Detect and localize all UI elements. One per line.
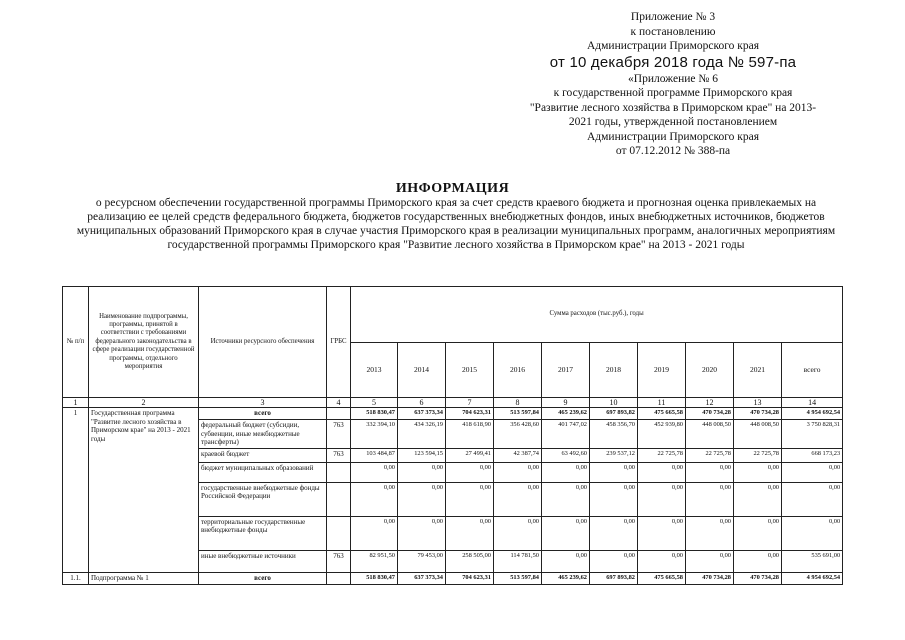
value-cell: 22 725,78 bbox=[638, 448, 686, 462]
value-cell: 704 623,31 bbox=[446, 572, 494, 584]
value-cell: 0,00 bbox=[638, 516, 686, 550]
grbs-cell: 763 bbox=[327, 550, 351, 572]
value-cell: 0,00 bbox=[782, 482, 843, 516]
value-cell: 0,00 bbox=[542, 550, 590, 572]
column-number: 9 bbox=[542, 398, 590, 408]
program-number: 1 bbox=[63, 408, 89, 573]
value-cell: 332 394,10 bbox=[351, 420, 398, 449]
value-cell: 0,00 bbox=[782, 516, 843, 550]
value-cell: 697 893,82 bbox=[590, 572, 638, 584]
value-cell: 0,00 bbox=[351, 516, 398, 550]
value-cell: 123 594,15 bbox=[398, 448, 446, 462]
value-cell: 470 734,28 bbox=[686, 572, 734, 584]
value-cell: 356 428,60 bbox=[494, 420, 542, 449]
administration2-label: Администрации Приморского края bbox=[587, 130, 759, 143]
column-number: 3 bbox=[199, 398, 327, 408]
value-cell: 513 597,84 bbox=[494, 572, 542, 584]
value-cell: 0,00 bbox=[398, 462, 446, 482]
value-cell: 103 484,87 bbox=[351, 448, 398, 462]
value-cell: 4 954 692,54 bbox=[782, 572, 843, 584]
year-header: 2019 bbox=[638, 343, 686, 398]
col-header-sum: Сумма расходов (тыс.руб.), годы bbox=[351, 287, 843, 343]
value-cell: 465 239,62 bbox=[542, 408, 590, 420]
value-cell: 704 623,31 bbox=[446, 408, 494, 420]
column-number: 13 bbox=[734, 398, 782, 408]
column-number: 5 bbox=[351, 398, 398, 408]
value-cell: 465 239,62 bbox=[542, 572, 590, 584]
subprogram-rows bbox=[63, 572, 843, 584]
value-cell: 0,00 bbox=[446, 462, 494, 482]
value-cell: 637 373,34 bbox=[398, 408, 446, 420]
appendix-label: Приложение № 3 bbox=[630, 11, 716, 23]
program-rows bbox=[63, 408, 843, 573]
value-cell: 0,00 bbox=[686, 550, 734, 572]
value-cell: 401 747,02 bbox=[542, 420, 590, 449]
value-cell: 0,00 bbox=[398, 516, 446, 550]
value-cell: 4 954 692,54 bbox=[782, 408, 843, 420]
value-cell: 0,00 bbox=[590, 516, 638, 550]
year-header: 2018 bbox=[590, 343, 638, 398]
date-label: от 07.12.2012 № 388-па bbox=[615, 145, 731, 157]
value-cell: 22 725,78 bbox=[686, 448, 734, 462]
administration-label: Администрации Приморского края bbox=[587, 40, 759, 52]
value-cell: 513 597,84 bbox=[494, 408, 542, 420]
value-cell: 475 665,58 bbox=[638, 408, 686, 420]
value-cell: 458 356,70 bbox=[590, 420, 638, 449]
value-cell: 470 734,28 bbox=[734, 408, 782, 420]
value-cell: 0,00 bbox=[734, 482, 782, 516]
col-header-source: Источники ресурсного обеспечения bbox=[199, 287, 327, 398]
value-cell: 0,00 bbox=[590, 550, 638, 572]
value-cell: 0,00 bbox=[686, 482, 734, 516]
document-description: о ресурсном обеспечении государственной программы Приморского края за счет средств краевого бюджета и прогнозная оценка привлекаемых на реализацию ее целей средств федерального бюджета, бюджетов государственных внебюджетных фондов, иных внебюджетных источников, бюджетов муниципальных образований Приморского края в случае участия Приморского края в реализации муниципальных программ, аналогичных мероприятиям государственной программы Приморского края "Развитие лесного хозяйства в Приморском крае" на 2013 - 2021 годы bbox=[76, 197, 836, 251]
subprogram-name: Подпрограмма № 1 bbox=[89, 572, 199, 584]
grbs-cell bbox=[327, 408, 351, 420]
column-number: 7 bbox=[446, 398, 494, 408]
year-header: 2013 bbox=[351, 343, 398, 398]
value-cell: 0,00 bbox=[638, 550, 686, 572]
year-header: 2021 bbox=[734, 343, 782, 398]
value-cell: 448 008,50 bbox=[686, 420, 734, 449]
source-cell: всего bbox=[199, 572, 327, 584]
grbs-cell bbox=[327, 462, 351, 482]
to-decree-label: к постановлению bbox=[630, 25, 716, 38]
column-number: 14 bbox=[782, 398, 843, 408]
value-cell: 697 893,82 bbox=[590, 408, 638, 420]
value-cell: 668 173,23 bbox=[782, 448, 843, 462]
value-cell: 452 939,80 bbox=[638, 420, 686, 449]
grbs-cell: 763 bbox=[327, 448, 351, 462]
column-number: 11 bbox=[638, 398, 686, 408]
value-cell: 0,00 bbox=[590, 462, 638, 482]
value-cell: 518 830,47 bbox=[351, 572, 398, 584]
year-header: 2015 bbox=[446, 343, 494, 398]
program-ref-label: к государственной программе Приморского края bbox=[553, 87, 793, 99]
value-cell: 114 781,50 bbox=[494, 550, 542, 572]
year-header: 2016 bbox=[494, 343, 542, 398]
value-cell: 0,00 bbox=[782, 462, 843, 482]
value-cell: 0,00 bbox=[734, 516, 782, 550]
subprogram-row bbox=[63, 572, 843, 584]
value-cell: 0,00 bbox=[542, 482, 590, 516]
source-cell: территориальные государственные внебюджетные фонды bbox=[199, 516, 327, 550]
value-cell: 470 734,28 bbox=[686, 408, 734, 420]
value-cell: 0,00 bbox=[638, 482, 686, 516]
year-header: 2020 bbox=[686, 343, 734, 398]
value-cell: 0,00 bbox=[686, 516, 734, 550]
column-number: 8 bbox=[494, 398, 542, 408]
value-cell: 22 725,78 bbox=[734, 448, 782, 462]
value-cell: 518 830,47 bbox=[351, 408, 398, 420]
column-number: 10 bbox=[590, 398, 638, 408]
year-header: всего bbox=[782, 343, 843, 398]
document-title: ИНФОРМАЦИЯ bbox=[395, 181, 510, 196]
grbs-cell bbox=[327, 482, 351, 516]
source-cell: иные внебюджетные источники bbox=[199, 550, 327, 572]
program-row bbox=[63, 408, 843, 420]
column-number: 1 bbox=[63, 398, 89, 408]
value-cell: 0,00 bbox=[446, 516, 494, 550]
value-cell: 239 537,12 bbox=[590, 448, 638, 462]
value-cell: 0,00 bbox=[398, 482, 446, 516]
value-cell: 82 951,50 bbox=[351, 550, 398, 572]
source-cell: бюджет муниципальных образований bbox=[199, 462, 327, 482]
value-cell: 0,00 bbox=[590, 482, 638, 516]
value-cell: 475 665,58 bbox=[638, 572, 686, 584]
value-cell: 63 492,60 bbox=[542, 448, 590, 462]
col-header-no: № п/п bbox=[63, 287, 89, 398]
grbs-cell: 763 bbox=[327, 420, 351, 449]
source-cell: федеральный бюджет (субсидии, субвенции, иные межбюджетные трансферты) bbox=[199, 420, 327, 449]
col-header-name: Наименование подпрограммы, программы, принятой в соответствии с требованиями федерального законодательства в сфере реализации государственной программы, отдельного мероприятия bbox=[89, 287, 199, 398]
source-cell: всего bbox=[199, 408, 327, 420]
value-cell: 258 505,00 bbox=[446, 550, 494, 572]
value-cell: 3 750 828,31 bbox=[782, 420, 843, 449]
approved-label: 2021 годы, утвержденной постановлением bbox=[568, 116, 778, 128]
value-cell: 418 618,90 bbox=[446, 420, 494, 449]
value-cell: 0,00 bbox=[542, 516, 590, 550]
value-cell: 0,00 bbox=[446, 482, 494, 516]
value-cell: 79 453,00 bbox=[398, 550, 446, 572]
program-name-label: "Развитие лесного хозяйства в Приморском крае" на 2013- bbox=[529, 101, 817, 114]
col-header-grbs: ГРБС bbox=[327, 287, 351, 398]
value-cell: 42 387,74 bbox=[494, 448, 542, 462]
grbs-cell bbox=[327, 572, 351, 584]
subprogram-number: 1.1. bbox=[63, 572, 89, 584]
column-number: 2 bbox=[89, 398, 199, 408]
value-cell: 0,00 bbox=[734, 462, 782, 482]
value-cell: 448 008,50 bbox=[734, 420, 782, 449]
value-cell: 0,00 bbox=[494, 462, 542, 482]
source-cell: краевой бюджет bbox=[199, 448, 327, 462]
year-header: 2014 bbox=[398, 343, 446, 398]
column-number: 6 bbox=[398, 398, 446, 408]
value-cell: 470 734,28 bbox=[734, 572, 782, 584]
program-name: Государственная программа "Развитие лесного хозяйства в Приморском крае" на 2013 - 2021 годы bbox=[89, 408, 199, 573]
value-cell: 0,00 bbox=[638, 462, 686, 482]
value-cell: 0,00 bbox=[494, 516, 542, 550]
value-cell: 0,00 bbox=[494, 482, 542, 516]
column-number: 4 bbox=[327, 398, 351, 408]
column-numbers-row bbox=[63, 398, 843, 408]
appendix6-label: «Приложение № 6 bbox=[628, 72, 718, 85]
value-cell: 434 326,19 bbox=[398, 420, 446, 449]
value-cell: 0,00 bbox=[686, 462, 734, 482]
value-cell: 0,00 bbox=[351, 482, 398, 516]
decree-stamp: от 10 декабря 2018 года № 597-па bbox=[549, 53, 797, 71]
table-header-row bbox=[63, 287, 843, 343]
value-cell: 0,00 bbox=[734, 550, 782, 572]
resource-table bbox=[62, 286, 843, 585]
column-number: 12 bbox=[686, 398, 734, 408]
value-cell: 535 691,00 bbox=[782, 550, 843, 572]
year-header: 2017 bbox=[542, 343, 590, 398]
document-header bbox=[493, 10, 853, 159]
grbs-cell bbox=[327, 516, 351, 550]
value-cell: 0,00 bbox=[351, 462, 398, 482]
value-cell: 637 373,34 bbox=[398, 572, 446, 584]
value-cell: 0,00 bbox=[542, 462, 590, 482]
value-cell: 27 499,41 bbox=[446, 448, 494, 462]
source-cell: государственные внебюджетные фонды Российской Федерации bbox=[199, 482, 327, 516]
